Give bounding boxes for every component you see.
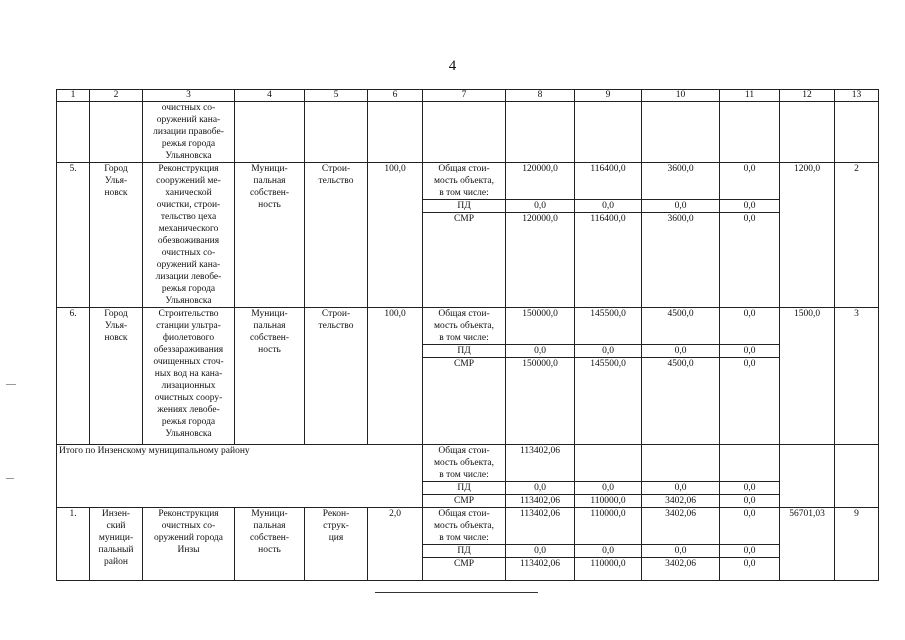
pd-value-cell: 0,0 [642, 345, 720, 358]
table-row [57, 90, 879, 102]
header-cell-1: 1 [57, 90, 90, 102]
smr-label-cell: СМР [423, 558, 506, 581]
smr-label-cell: СМР [423, 213, 506, 308]
pd-value-cell: 0,0 [506, 545, 575, 558]
col13-cell: 3 [835, 308, 879, 445]
smr-value-cell: 145500,0 [575, 358, 642, 445]
pd-value-cell: 0,0 [575, 200, 642, 213]
pd-value-cell: 0,0 [575, 545, 642, 558]
total-value-cell: 120000,0 [506, 163, 575, 200]
total-value-cell: 3600,0 [642, 163, 720, 200]
object-name-cell: очистных со- оружений кана- лизации правобе- режья города Ульяновска [143, 102, 235, 163]
header-cell-12: 12 [780, 90, 835, 102]
pd-label-cell: ПД [423, 545, 506, 558]
table-row [57, 508, 879, 545]
financing-table-wrap [56, 89, 878, 581]
header-cell-11: 11 [720, 90, 780, 102]
total-value-cell: 110000,0 [575, 508, 642, 545]
work-type-cell: Рекон- струк- ция [305, 508, 368, 581]
place-cell: Город Улья- новск [90, 308, 143, 445]
header-cell-9: 9 [575, 90, 642, 102]
smr-value-cell: 3402,06 [642, 495, 720, 508]
pd-value-cell: 0,0 [506, 482, 575, 495]
total-value-cell: 3402,06 [642, 508, 720, 545]
place-cell: Город Улья- новск [90, 163, 143, 308]
header-cell-3: 3 [143, 90, 235, 102]
smr-label-cell: СМР [423, 495, 506, 508]
bottom-rule [375, 592, 538, 593]
pd-label-cell: ПД [423, 345, 506, 358]
total-value-cell: 145500,0 [575, 308, 642, 345]
object-name-cell: Строительство станции ультра- фиолетового обеззараживания очищенных сточ- ных вод на кана- лизационных очистных соору- жениях левобе- режья города Ульяновска [143, 308, 235, 445]
total-value-cell: 0,0 [720, 508, 780, 545]
ownership-cell: Муници- пальная собствен- ность [235, 308, 305, 445]
pd-label-cell: ПД [423, 482, 506, 495]
smr-value-cell: 113402,06 [506, 558, 575, 581]
smr-value-cell: 0,0 [720, 495, 780, 508]
smr-value-cell: 3402,06 [642, 558, 720, 581]
pd-value-cell: 0,0 [720, 545, 780, 558]
pd-value-cell: 0,0 [575, 482, 642, 495]
total-value-cell: 113402,06 [506, 508, 575, 545]
work-type-cell: Строи- тельство [305, 163, 368, 308]
table-row [57, 163, 879, 200]
subtotal-label-cell: Итого по Инзенскому муниципальному району [57, 445, 423, 508]
object-name-cell: Реконструкция очистных со- оружений города Инзы [143, 508, 235, 581]
scan-speck [6, 384, 16, 385]
pd-value-cell: 0,0 [642, 200, 720, 213]
scan-speck [6, 478, 14, 479]
row-number-cell: 1. [57, 508, 90, 581]
object-name-cell: Реконструкция сооружений ме- ханической очистки, строи- тельство цеха механического обезвоживания очистных со- оружений кана- лизации левобе- режья города Ульяновска [143, 163, 235, 308]
col13-cell: 9 [835, 508, 879, 581]
header-cell-8: 8 [506, 90, 575, 102]
col13-cell: 2 [835, 163, 879, 308]
smr-value-cell: 0,0 [720, 213, 780, 308]
header-cell-2: 2 [90, 90, 143, 102]
smr-value-cell: 4500,0 [642, 358, 720, 445]
smr-value-cell: 120000,0 [506, 213, 575, 308]
pd-value-cell: 0,0 [642, 482, 720, 495]
col12-cell: 1500,0 [780, 308, 835, 445]
total-value-cell: 116400,0 [575, 163, 642, 200]
pd-value-cell: 0,0 [720, 345, 780, 358]
pd-value-cell: 0,0 [575, 345, 642, 358]
smr-value-cell: 116400,0 [575, 213, 642, 308]
work-type-cell: Строи- тельство [305, 308, 368, 445]
total-value-cell: 4500,0 [642, 308, 720, 345]
smr-label-cell: СМР [423, 358, 506, 445]
header-cell-4: 4 [235, 90, 305, 102]
page-number: 4 [448, 58, 457, 74]
smr-value-cell: 0,0 [720, 358, 780, 445]
header-cell-10: 10 [642, 90, 720, 102]
pd-label-cell: ПД [423, 200, 506, 213]
place-cell: Инзен- ский муници- пальный район [90, 508, 143, 581]
total-value-cell: 0,0 [720, 308, 780, 345]
pd-value-cell: 0,0 [642, 545, 720, 558]
table-row [57, 102, 879, 163]
pd-value-cell: 0,0 [506, 345, 575, 358]
capacity-cell: 2,0 [368, 508, 423, 581]
col12-cell: 1200,0 [780, 163, 835, 308]
smr-value-cell: 150000,0 [506, 358, 575, 445]
table-row [57, 445, 879, 482]
pd-value-cell: 0,0 [720, 200, 780, 213]
smr-value-cell: 110000,0 [575, 558, 642, 581]
total-value-cell: 0,0 [720, 163, 780, 200]
smr-value-cell: 0,0 [720, 558, 780, 581]
smr-value-cell: 113402,06 [506, 495, 575, 508]
header-cell-13: 13 [835, 90, 879, 102]
financing-table [56, 89, 879, 581]
smr-value-cell: 110000,0 [575, 495, 642, 508]
total-label-cell: Общая стои- мость объекта, в том числе: [423, 308, 506, 345]
total-value-cell: 113402,06 [506, 445, 575, 482]
row-number-cell: 5. [57, 163, 90, 308]
total-label-cell: Общая стои- мость объекта, в том числе: [423, 508, 506, 545]
header-cell-7: 7 [423, 90, 506, 102]
total-label-cell: Общая стои- мость объекта, в том числе: [423, 163, 506, 200]
pd-value-cell: 0,0 [720, 482, 780, 495]
capacity-cell: 100,0 [368, 163, 423, 308]
total-value-cell: 150000,0 [506, 308, 575, 345]
capacity-cell: 100,0 [368, 308, 423, 445]
pd-value-cell: 0,0 [506, 200, 575, 213]
smr-value-cell: 3600,0 [642, 213, 720, 308]
total-label-cell: Общая стои- мость объекта, в том числе: [423, 445, 506, 482]
ownership-cell: Муници- пальная собствен- ность [235, 508, 305, 581]
header-cell-6: 6 [368, 90, 423, 102]
ownership-cell: Муници- пальная собствен- ность [235, 163, 305, 308]
table-row [57, 308, 879, 345]
header-cell-5: 5 [305, 90, 368, 102]
row-number-cell: 6. [57, 308, 90, 445]
col12-cell: 56701,03 [780, 508, 835, 581]
